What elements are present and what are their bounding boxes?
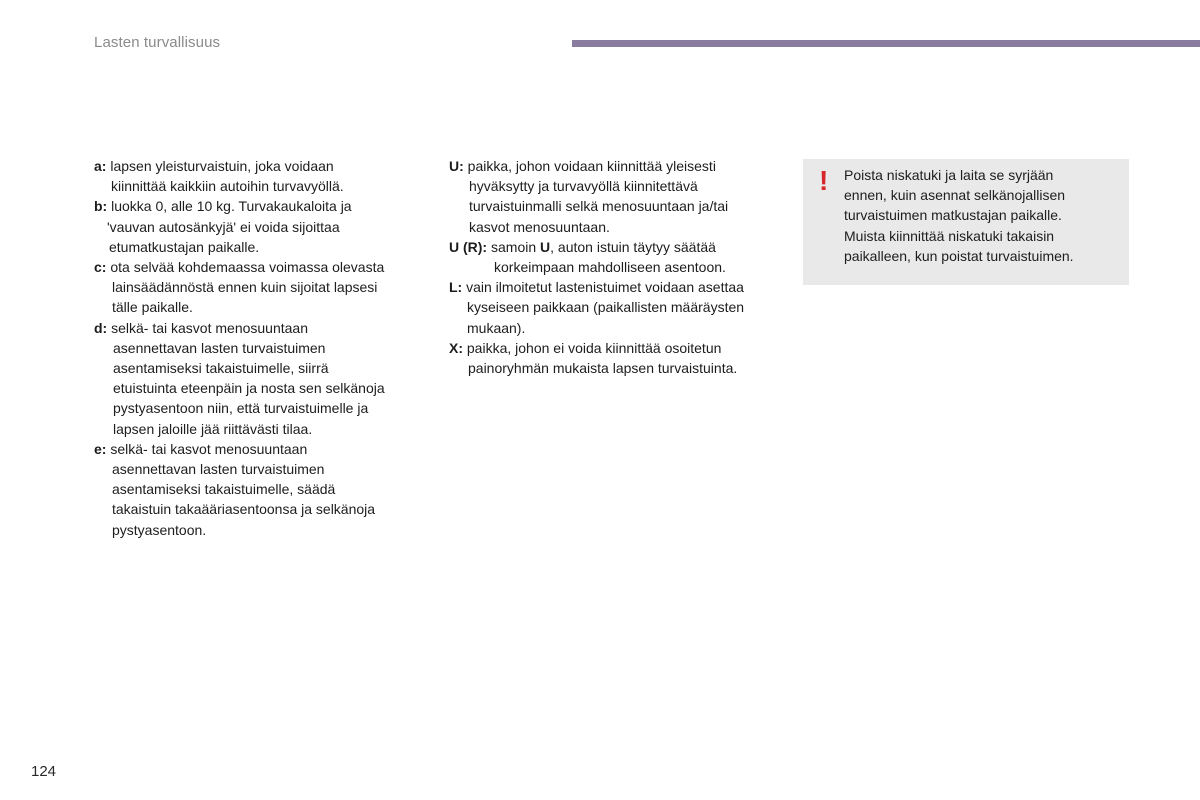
legend-text: asennettavan lasten turvaistuimen [113,339,326,356]
legend-entry-c [94,257,434,318]
legend-entry-u-r [449,237,789,277]
legend-entry-e [94,439,434,540]
legend-key: L: [449,279,463,296]
legend-text: korkeimpaan mahdolliseen asentoon. [494,259,726,276]
legend-text: lapsen jaloille jää riittävästi tilaa. [113,420,313,437]
legend-key: e: [94,440,107,457]
legend-entry-d [94,318,434,439]
legend-key: b: [94,198,108,215]
legend-text: takaistuin takaääriasentoonsa ja selkänoja [112,501,376,518]
legend-text: vain ilmoitetut lastenistuimet voidaan asettaa [466,279,744,296]
legend-text: kyseiseen paikkaan (paikallisten määräysten [467,299,745,316]
legend-text: hyväksytty ja turvavyöllä kiinnitettävä [469,178,698,195]
legend-text: 'vauvan autosänkyjä' ei voida sijoittaa [107,218,340,235]
legend-text: etumatkustajan paikalle. [109,238,260,255]
warning-text [844,165,1074,266]
legend-column-middle [449,156,789,378]
legend-entry-b [94,196,434,257]
legend-text: , auton istuin täytyy säätää [550,238,716,255]
legend-column-left [94,156,434,540]
legend-text: kiinnittää kaikkiin autoihin turvavyöllä. [111,178,344,195]
legend-key: c: [94,259,107,276]
legend-text: asennettavan lasten turvaistuimen [112,461,325,478]
legend-entry-l [449,277,789,338]
legend-key: U (R): [449,238,488,255]
legend-text: pystyasentoon. [112,521,207,538]
legend-key: U: [449,158,464,174]
warning-line: turvaistuimen matkustajan paikalle. [844,207,1062,224]
legend-text: kasvot menosuuntaan. [469,218,610,235]
legend-text: painoryhmän mukaista lapsen turvaistuinta. [468,360,738,377]
legend-text: samoin [491,238,537,255]
legend-text: ota selvää kohdemaassa voimassa olevasta [110,259,385,276]
legend-text: etuistuinta eteenpäin ja nosta sen selkänoja [113,380,385,397]
legend-inline-key: U [540,238,551,255]
legend-text: paikka, johon ei voida kiinnittää osoitetun [466,339,722,356]
exclamation-warning-icon: ! [819,165,829,196]
legend-text: turvaistuinmalli selkä menosuuntaan ja/tai [469,198,729,215]
legend-text: tälle paikalle. [112,299,193,316]
legend-text: luokka 0, alle 10 kg. Turvakaukaloita ja [111,198,352,215]
legend-key: X: [449,339,463,356]
legend-text: pystyasentoon niin, että turvaistuimelle ja [113,400,369,417]
warning-box [803,159,1129,285]
legend-text: selkä- tai kasvot menosuuntaan [110,440,308,457]
legend-text: mukaan). [467,319,526,336]
legend-key: d: [94,319,108,336]
legend-entry-u [449,156,789,237]
legend-text: asentamiseksi takaistuimelle, siirrä [113,360,329,377]
legend-text: paikka, johon voidaan kiinnittää yleisesti [467,158,716,174]
warning-line: Poista niskatuki ja laita se syrjään [844,167,1054,183]
header-divider-bar [572,40,1200,47]
warning-line: paikalleen, kun poistat turvaistuimen. [844,247,1074,264]
legend-text: asentamiseksi takaistuimelle, säädä [112,481,336,498]
warning-line: ennen, kuin asennat selkänojallisen [844,187,1066,204]
warning-line: Muista kiinnittää niskatuki takaisin [844,227,1055,244]
legend-entry-a [94,156,434,196]
legend-text: lapsen yleisturvaistuin, joka voidaan [110,158,334,174]
legend-text: selkä- tai kasvot menosuuntaan [111,319,308,336]
legend-text: lainsäädännöstä ennen kuin sijoitat lapsesi [112,279,378,296]
page-number: 124 [31,763,57,780]
legend-key: a: [94,158,107,174]
legend-entry-x [449,338,789,378]
section-title: Lasten turvallisuus [94,34,221,51]
